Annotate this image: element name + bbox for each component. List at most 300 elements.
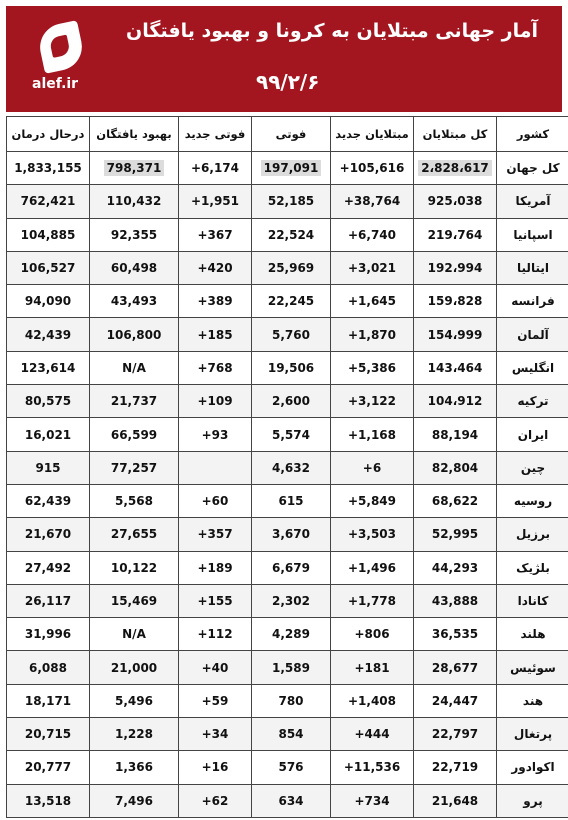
table-row	[7, 784, 568, 817]
cell-recovered-value: 21,737	[110, 394, 158, 409]
table-row	[7, 451, 568, 484]
cell-deaths	[252, 518, 331, 551]
cell-recovered	[90, 784, 179, 817]
cell-country-value: هلند	[520, 627, 546, 642]
cell-deaths-value: 5,574	[272, 427, 310, 442]
cell-active	[7, 718, 90, 751]
cell-total-cases-value: 68,622	[431, 494, 479, 509]
cell-recovered	[90, 185, 179, 218]
cell-new-deaths-value: +112	[197, 627, 233, 642]
table-row	[7, 418, 568, 451]
cell-active	[7, 518, 90, 551]
cell-deaths-value: 197,091	[261, 160, 322, 176]
cell-new-deaths-value: +40	[201, 660, 229, 675]
cell-deaths-value: 4,632	[272, 460, 310, 475]
cell-deaths-value: 1,589	[272, 660, 310, 675]
cell-new-deaths-value: +59	[201, 693, 229, 708]
cell-deaths	[252, 318, 331, 351]
cell-new-cases	[331, 152, 414, 185]
cell-new-deaths-value: +16	[201, 760, 229, 775]
cell-new-cases	[331, 285, 414, 318]
cell-country-value: ایران	[517, 427, 549, 442]
cell-recovered-value: 77,257	[110, 460, 158, 475]
cell-new-deaths	[179, 784, 252, 817]
cell-country	[497, 684, 568, 717]
cell-total-cases-value: 104،912	[427, 394, 483, 409]
cell-country-value: کل جهان	[506, 161, 560, 176]
cell-active-value: 31,996	[24, 627, 72, 642]
cell-active-value: 27,492	[24, 560, 72, 575]
cell-active	[7, 218, 90, 251]
cell-recovered	[90, 218, 179, 251]
cell-total-cases	[414, 218, 497, 251]
cell-recovered	[90, 484, 179, 517]
cell-total-cases-value: 44,293	[431, 560, 479, 575]
cell-new-deaths	[179, 418, 252, 451]
cell-active-value: 915	[35, 460, 61, 475]
cell-new-deaths	[179, 751, 252, 784]
cell-new-cases	[331, 351, 414, 384]
cell-new-cases	[331, 718, 414, 751]
cell-total-cases-value: 219،764	[427, 227, 483, 242]
table-row	[7, 385, 568, 418]
cell-country	[497, 385, 568, 418]
cell-new-deaths	[179, 684, 252, 717]
cell-country-value: سوئیس	[510, 660, 556, 675]
cell-recovered-value: 7,496	[115, 793, 153, 808]
cell-deaths	[252, 185, 331, 218]
cell-country	[497, 185, 568, 218]
cell-recovered	[90, 684, 179, 717]
cell-new-cases	[331, 418, 414, 451]
cell-new-deaths-value: +6,174	[190, 161, 239, 176]
cell-new-cases-value: +1,408	[347, 693, 396, 708]
cell-total-cases	[414, 484, 497, 517]
cell-deaths-value: 22,524	[267, 227, 315, 242]
cell-country-value: چین	[520, 460, 546, 475]
cell-new-cases	[331, 784, 414, 817]
cell-total-cases-value: 143،464	[427, 360, 483, 375]
cell-country-value: اسپانیا	[513, 227, 553, 242]
cell-new-cases-value: +806	[354, 627, 390, 642]
cell-new-deaths	[179, 152, 252, 185]
cell-new-cases-value: +6	[362, 460, 382, 475]
cell-total-cases	[414, 518, 497, 551]
cell-new-deaths	[179, 651, 252, 684]
cell-new-cases-value: +1,645	[347, 294, 396, 309]
cell-new-cases	[331, 385, 414, 418]
cell-country	[497, 718, 568, 751]
cell-country-value: بلژیک	[516, 560, 550, 575]
cell-total-cases	[414, 718, 497, 751]
cell-country-value: اکوادور	[511, 760, 555, 775]
cell-active-value: 13,518	[24, 793, 72, 808]
cell-total-cases-value: 154،999	[427, 327, 483, 342]
cell-new-cases-value: +38,764	[343, 194, 401, 209]
cell-deaths-value: 19,506	[267, 360, 315, 375]
cell-new-cases-value: +1,168	[347, 427, 396, 442]
cell-country	[497, 251, 568, 284]
cell-new-deaths-value: +34	[201, 727, 229, 742]
cell-recovered	[90, 751, 179, 784]
cell-active	[7, 784, 90, 817]
cell-recovered	[90, 351, 179, 384]
cell-new-deaths	[179, 584, 252, 617]
cell-new-cases-value: +3,503	[347, 527, 396, 542]
cell-country	[497, 351, 568, 384]
cell-recovered-value: 27,655	[110, 527, 158, 542]
cell-country-value: پرو	[523, 793, 543, 808]
cell-total-cases	[414, 385, 497, 418]
cell-active-value: 1,833,155	[14, 161, 82, 176]
cell-new-deaths	[179, 285, 252, 318]
cell-new-cases	[331, 651, 414, 684]
cell-country	[497, 318, 568, 351]
cell-new-deaths-value: +185	[197, 327, 233, 342]
cell-total-cases	[414, 351, 497, 384]
cell-active	[7, 651, 90, 684]
header-banner	[6, 6, 562, 112]
table-row	[7, 618, 568, 651]
cell-new-deaths-value: +109	[197, 394, 233, 409]
cell-new-cases	[331, 751, 414, 784]
logo-text: alef.ir	[32, 76, 79, 92]
cell-new-cases-value: +3,021	[347, 261, 396, 276]
cell-active-value: 42,439	[24, 327, 72, 342]
cell-new-cases	[331, 218, 414, 251]
cell-deaths-value: 2,600	[272, 394, 310, 409]
col-header: مبتلایان جدید	[331, 117, 414, 152]
cell-deaths	[252, 251, 331, 284]
cell-new-deaths	[179, 551, 252, 584]
table-row	[7, 185, 568, 218]
cell-deaths	[252, 751, 331, 784]
cell-country	[497, 484, 568, 517]
cell-active-value: 26,117	[24, 594, 72, 608]
table-row	[7, 251, 568, 284]
cell-total-cases-value: 21,648	[431, 793, 479, 808]
table-row	[7, 584, 568, 617]
table-row	[7, 751, 568, 784]
cell-deaths-value: 2,302	[272, 594, 310, 608]
col-header: کل مبتلایان	[414, 117, 497, 152]
cell-recovered	[90, 584, 179, 617]
page-title: آمار جهانی مبتلایان به کرونا و بهبود یافتگان	[126, 20, 538, 42]
cell-new-deaths	[179, 484, 252, 517]
cell-country-value: پرتغال	[513, 727, 553, 742]
cell-recovered-value: 92,355	[110, 227, 158, 242]
cell-country-value: آلمان	[517, 327, 549, 342]
cell-total-cases-value: 52,995	[431, 527, 479, 542]
cell-new-deaths	[179, 451, 252, 484]
table-header-row	[7, 117, 568, 152]
cell-country	[497, 784, 568, 817]
cell-new-deaths-value: +357	[197, 527, 233, 542]
cell-active	[7, 551, 90, 584]
cell-active	[7, 285, 90, 318]
cell-total-cases-value: 43,888	[431, 594, 479, 608]
cell-new-deaths-value: +768	[197, 360, 233, 375]
cell-deaths-value: 52,185	[267, 194, 315, 209]
cell-new-deaths-value: +93	[201, 427, 229, 442]
cell-active-value: 104,885	[20, 227, 76, 242]
cell-recovered	[90, 551, 179, 584]
cell-recovered	[90, 251, 179, 284]
col-header: فوتی جدید	[179, 117, 252, 152]
cell-new-cases-value: +734	[354, 793, 390, 808]
cell-deaths	[252, 484, 331, 517]
cell-new-cases-value: +181	[354, 660, 390, 675]
cell-new-cases-value: +6,740	[347, 227, 396, 242]
cell-active	[7, 418, 90, 451]
cell-deaths	[252, 385, 331, 418]
cell-new-cases-value: +1,778	[347, 594, 396, 608]
cell-active	[7, 318, 90, 351]
cell-total-cases-value: 22,719	[431, 760, 479, 775]
cell-new-deaths-value: +367	[197, 227, 233, 242]
cell-active-value: 18,171	[24, 693, 72, 708]
cell-total-cases-value: 82,804	[431, 460, 479, 475]
cell-new-cases	[331, 451, 414, 484]
cell-recovered-value: 798,371	[104, 160, 165, 176]
cell-new-cases	[331, 251, 414, 284]
cell-new-cases-value: +444	[354, 727, 390, 742]
cell-total-cases	[414, 152, 497, 185]
cell-recovered-value: N/A	[122, 360, 146, 375]
table-row	[7, 551, 568, 584]
cell-deaths	[252, 684, 331, 717]
cell-recovered	[90, 451, 179, 484]
cell-recovered-value: 10,122	[110, 560, 158, 575]
date-label: ۹۹/۲/۶	[256, 70, 320, 94]
cell-country	[497, 651, 568, 684]
cell-deaths-value: 25,969	[267, 261, 315, 276]
cell-new-cases-value: +105,616	[339, 161, 405, 176]
cell-country	[497, 152, 568, 185]
cell-new-deaths	[179, 518, 252, 551]
cell-active	[7, 684, 90, 717]
cell-new-deaths-value: +60	[201, 494, 229, 509]
cell-deaths	[252, 218, 331, 251]
table-row	[7, 518, 568, 551]
cell-active-value: 20,777	[24, 760, 72, 775]
cell-country-value: ترکیه	[517, 394, 549, 409]
cell-active-value: 762,421	[20, 194, 76, 209]
cell-new-deaths	[179, 385, 252, 418]
cell-new-deaths-value: +189	[197, 560, 233, 575]
cell-recovered-value: N/A	[122, 627, 146, 642]
cell-active-value: 80,575	[24, 394, 72, 409]
cell-new-deaths-value: +1,951	[190, 194, 239, 209]
cell-new-deaths	[179, 218, 252, 251]
cell-new-deaths	[179, 318, 252, 351]
cell-deaths-value: 576	[278, 760, 304, 775]
cell-recovered	[90, 651, 179, 684]
cell-total-cases	[414, 551, 497, 584]
cell-recovered-value: 66,599	[110, 427, 158, 442]
cell-new-deaths-value: +389	[197, 294, 233, 309]
cell-country	[497, 551, 568, 584]
table-row	[7, 285, 568, 318]
cell-country	[497, 584, 568, 617]
cell-country	[497, 618, 568, 651]
table-row	[7, 152, 568, 185]
cell-deaths-value: 5,760	[272, 327, 310, 342]
cell-new-cases	[331, 684, 414, 717]
table-row	[7, 218, 568, 251]
cell-total-cases	[414, 751, 497, 784]
cell-active-value: 20,715	[24, 727, 72, 742]
cell-recovered-value: 43,493	[110, 294, 158, 309]
col-header: کشور	[497, 117, 568, 152]
cell-new-cases-value: +1,870	[347, 327, 396, 342]
cell-recovered	[90, 618, 179, 651]
cell-total-cases	[414, 651, 497, 684]
cell-country	[497, 751, 568, 784]
cell-recovered-value: 1,228	[115, 727, 153, 742]
cell-country	[497, 285, 568, 318]
cell-deaths	[252, 418, 331, 451]
col-header: فوتی	[252, 117, 331, 152]
cell-total-cases	[414, 418, 497, 451]
cell-deaths-value: 780	[278, 693, 304, 708]
table-row	[7, 351, 568, 384]
cell-new-cases	[331, 185, 414, 218]
table-row	[7, 318, 568, 351]
cell-deaths-value: 6,679	[272, 560, 310, 575]
cell-recovered	[90, 418, 179, 451]
cell-new-cases-value: +3,122	[347, 394, 396, 409]
cell-deaths	[252, 618, 331, 651]
cell-new-cases	[331, 518, 414, 551]
cell-total-cases	[414, 784, 497, 817]
cell-total-cases	[414, 451, 497, 484]
cell-total-cases-value: 88,194	[431, 427, 479, 442]
cell-deaths-value: 634	[278, 793, 304, 808]
cell-total-cases-value: 28,677	[431, 660, 479, 675]
cell-recovered	[90, 718, 179, 751]
cell-deaths-value: 4,289	[272, 627, 310, 642]
cell-total-cases	[414, 318, 497, 351]
alef-logo	[20, 24, 106, 108]
cell-deaths	[252, 451, 331, 484]
cell-recovered	[90, 518, 179, 551]
cell-deaths-value: 22,245	[267, 294, 315, 309]
cell-new-cases-value: +1,496	[347, 560, 396, 575]
cell-new-cases	[331, 484, 414, 517]
cell-deaths	[252, 152, 331, 185]
cell-country-value: ایتالیا	[517, 261, 549, 276]
cell-total-cases-value: 24,447	[431, 693, 479, 708]
cell-active	[7, 385, 90, 418]
table-row	[7, 684, 568, 717]
cell-country-value: هند	[522, 693, 544, 708]
cell-active	[7, 484, 90, 517]
cell-active-value: 94,090	[24, 294, 72, 309]
cell-new-deaths	[179, 718, 252, 751]
cell-active-value: 16,021	[24, 427, 72, 442]
col-header: درحال درمان	[7, 117, 90, 152]
cell-country-value: انگلیس	[511, 360, 555, 375]
cell-active-value: 6,088	[29, 660, 67, 675]
cell-new-cases	[331, 618, 414, 651]
cell-total-cases-value: 192،994	[427, 261, 483, 276]
cell-country	[497, 451, 568, 484]
cell-recovered-value: 21,000	[110, 660, 158, 675]
alef-logo-icon	[36, 20, 87, 74]
cell-recovered-value: 106,800	[106, 327, 162, 342]
cell-country-value: فرانسه	[511, 294, 555, 309]
cell-new-cases-value: +5,849	[347, 494, 396, 509]
cell-active	[7, 351, 90, 384]
cell-active	[7, 451, 90, 484]
cell-new-deaths	[179, 251, 252, 284]
cell-total-cases-value: 36,535	[431, 627, 479, 642]
cell-recovered-value: 5,568	[115, 494, 153, 509]
cell-recovered-value: 60,498	[110, 261, 158, 276]
cell-deaths	[252, 584, 331, 617]
cell-active-value: 123,614	[20, 360, 76, 375]
cell-new-cases-value: +11,536	[343, 760, 401, 775]
cell-active	[7, 751, 90, 784]
cell-deaths	[252, 651, 331, 684]
corona-stats-table	[6, 116, 568, 818]
cell-deaths-value: 854	[278, 727, 304, 742]
cell-total-cases	[414, 584, 497, 617]
cell-deaths	[252, 718, 331, 751]
cell-total-cases-value: 2،828،617	[418, 160, 492, 176]
cell-total-cases	[414, 684, 497, 717]
cell-active	[7, 584, 90, 617]
cell-recovered	[90, 318, 179, 351]
cell-active	[7, 185, 90, 218]
cell-deaths	[252, 285, 331, 318]
cell-active-value: 106,527	[20, 261, 76, 276]
cell-new-deaths	[179, 618, 252, 651]
cell-active	[7, 152, 90, 185]
cell-total-cases-value: 159،828	[427, 294, 483, 309]
cell-deaths	[252, 784, 331, 817]
cell-recovered	[90, 285, 179, 318]
cell-country	[497, 218, 568, 251]
cell-total-cases	[414, 251, 497, 284]
cell-country	[497, 518, 568, 551]
col-header: بهبود یافتگان	[90, 117, 179, 152]
cell-total-cases	[414, 285, 497, 318]
cell-new-cases-value: +5,386	[347, 360, 396, 375]
table-row	[7, 718, 568, 751]
cell-recovered	[90, 385, 179, 418]
cell-new-deaths	[179, 351, 252, 384]
cell-country-value: برزیل	[515, 527, 551, 542]
cell-new-deaths-value: +420	[197, 261, 233, 276]
cell-recovered-value: 1,366	[115, 760, 153, 775]
cell-country-value: روسیه	[513, 494, 553, 509]
cell-new-deaths-value: +155	[197, 594, 233, 608]
cell-recovered	[90, 152, 179, 185]
cell-active	[7, 618, 90, 651]
cell-recovered-value: 5,496	[115, 693, 153, 708]
cell-new-cases	[331, 551, 414, 584]
cell-recovered-value: 110,432	[106, 194, 162, 209]
cell-deaths-value: 3,670	[272, 527, 310, 542]
cell-active-value: 62,439	[24, 494, 72, 509]
cell-active	[7, 251, 90, 284]
cell-deaths	[252, 351, 331, 384]
cell-country-value: کانادا	[517, 594, 549, 608]
cell-country-value: آمریکا	[515, 194, 551, 209]
cell-new-cases	[331, 318, 414, 351]
